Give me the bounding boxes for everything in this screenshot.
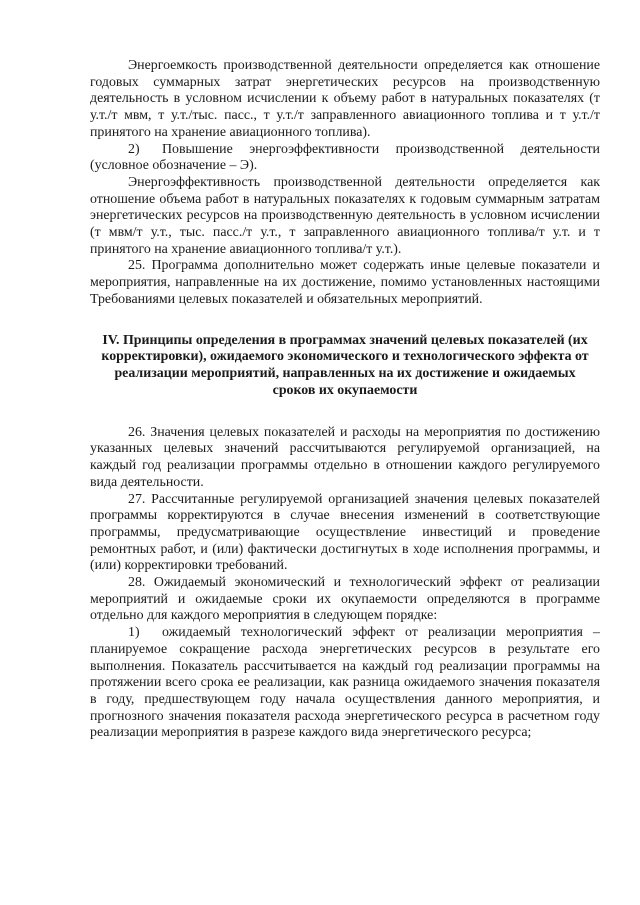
paragraph-25: 25. Программа дополнительно может содержать иные целевые показатели и мероприятия, направленные на их достижение, помимо установленных настоящими Требованиями целевых показателей и обязательных мероприятий. <box>90 258 600 307</box>
paragraph-energy-efficiency: Энергоэффективность производственной деятельности определяется как отношение объема работ в натуральных показателях к годовым суммарным затратам энергетических ресурсов на производственную деятельность в условном исчислении (т мвм/т у.т., тыс. пасс./т у.т., т заправленного авиационного топлива/т у.т. и т принятого на хранение авиационного топлива/т у.т.). <box>90 174 600 257</box>
list-item-2-number: 2) <box>128 141 140 157</box>
list-item-1-number: 1) <box>128 625 140 641</box>
list-item-1-text: ожидаемый технологический эффект от реализации мероприятия – планируемое сокращение расхода энергетических ресурсов в результате его выполнения. Показатель рассчитывается на каждый год реализации программы на протяжении всего срока ее реализации, как разница ожидаемого значения показателя в году, предшествующем году начала осуществления данного мероприятия, и прогнозного значения показателя расхода энергетического ресурса в расчетном году реализации мероприятия в разрезе каждого вида энергетического ресурса; <box>90 625 600 741</box>
paragraph-27: 27. Рассчитанные регулируемой организацией значения целевых показателей программы корректируются в случае внесения изменений в соответствующие программы, предусматривающие осуществление инвестиций и проведение ремонтных работ, и (или) фактически достигнутых в ходе исполнения программы, и (или) корректировки требований. <box>90 491 600 574</box>
list-item-2-text: Повышение энергоэффективности производственной деятельности (условное обозначение – Э). <box>90 141 600 174</box>
paragraph-26: 26. Значения целевых показателей и расходы на мероприятия по достижению указанных целевых значений рассчитываются регулируемой организацией, на каждый год реализации программы отдельно в отношении каждого регулируемого вида деятельности. <box>90 424 600 490</box>
document-page <box>90 58 600 742</box>
section-heading-iv: IV. Принципы определения в программах значений целевых показателей (их корректировки), ожидаемого экономического и технологического эффекта от реализации мероприятий, направленных на их достижение и ожидаемых сроков их окупаемости <box>101 332 589 398</box>
paragraph-28: 28. Ожидаемый экономический и технологический эффект от реализации мероприятий и ожидаемые сроки их окупаемости определяются в программе отдельно для каждого мероприятия в следующем порядке: <box>90 575 600 624</box>
list-item-2 <box>90 142 600 175</box>
paragraph-energy-intensity: Энергоемкость производственной деятельности определяется как отношение годовых суммарных затрат энергетических ресурсов на производственную деятельность в условном исчислении к объему работ в натуральных показателях (т у.т./т мвм, т у.т./тыс. пасс., т у.т./т заправленного авиационного топлива и т у.т./т принятого на хранение авиационного топлива). <box>90 58 600 140</box>
list-item-1 <box>90 625 600 742</box>
